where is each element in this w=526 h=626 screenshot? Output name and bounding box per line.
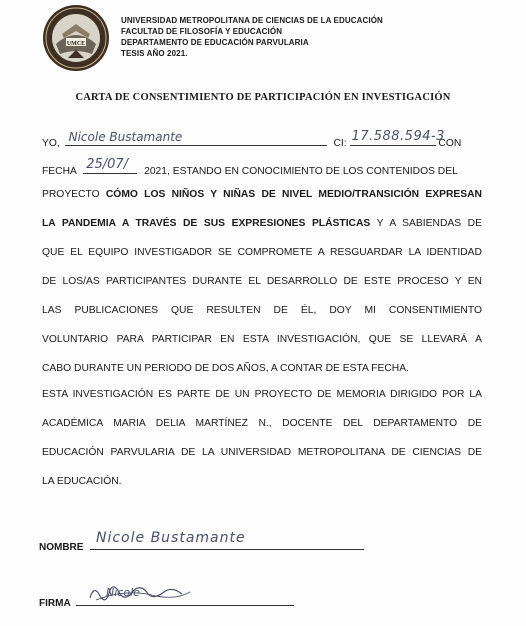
- svg-text:Nicole: Nicole: [106, 586, 140, 599]
- con-label: CON: [438, 138, 462, 149]
- nombre-field[interactable]: [90, 530, 364, 550]
- project-title-part1: CÓMO LOS NIÑOS Y NIÑAS DE NIVEL MEDIO/TRANSICIÓN EXPRESAN: [105, 189, 482, 200]
- faculty-name: FACULTAD DE FILOSOFÍA Y EDUCACIÓN: [121, 27, 283, 36]
- university-name: UNIVERSIDAD METROPOLITANA DE CIENCIAS DE LA EDUCACIÓN: [121, 16, 383, 25]
- line-10: ESTA INVESTIGACIÓN ES PARTE DE UN PROYECTO DE MEMORIA DIRIGIDO POR LA: [42, 389, 482, 400]
- participant-name-field[interactable]: [65, 132, 327, 146]
- line-4: [42, 218, 482, 229]
- fecha-label: FECHA: [42, 166, 77, 177]
- line-7: LAS PUBLICACIONES QUE RESULTEN DE ÉL, DOY MI CONSENTIMIENTO: [42, 305, 482, 316]
- line-13: LA EDUCACIÓN.: [42, 476, 122, 487]
- thesis-year: TESIS AÑO 2021.: [121, 49, 188, 58]
- line-yo: [42, 129, 482, 149]
- line-8: VOLUNTARIO PARA PARTICIPAR EN ESTA INVESTIGACIÓN, QUE SE LLEVARÁ A: [42, 334, 482, 345]
- firma-label: FIRMA: [39, 598, 71, 609]
- ci-label: CI:: [333, 138, 347, 149]
- date-field[interactable]: [83, 157, 137, 174]
- nombre-label: NOMBRE: [39, 542, 84, 553]
- line3-proyecto: PROYECTO: [42, 189, 100, 200]
- firma-field[interactable]: [76, 586, 294, 606]
- document-title: CARTA DE CONSENTIMIENTO DE PARTICIPACIÓN EN INVESTIGACIÓN: [75, 92, 451, 103]
- line-12: EDUCACIÓN PARVULARIA DE LA UNIVERSIDAD METROPOLITANA DE CIENCIAS DE: [42, 447, 482, 458]
- ci-field[interactable]: [350, 129, 445, 146]
- yo-label: YO,: [42, 138, 60, 149]
- department-name: DEPARTAMENTO DE EDUCACIÓN PARVULARIA: [121, 38, 309, 47]
- nombre-handwriting: Nicole Bustamante: [96, 530, 246, 546]
- line-fecha: [42, 157, 482, 177]
- ci-handwriting: 17.588.594-3: [351, 129, 445, 144]
- project-title-part2: LA PANDEMIA A TRAVÉS DE SUS EXPRESIONES PLÁSTICAS: [42, 218, 371, 229]
- line-3: [42, 189, 482, 200]
- date-handwriting: 25/07/: [86, 157, 129, 172]
- line-5: QUE EL EQUIPO INVESTIGADOR SE COMPROMETE A RESGUARDAR LA IDENTIDAD: [42, 247, 482, 258]
- line-6: DE LOS/AS PARTICIPANTES DURANTE EL DESARROLLO DE ESTE PROCESO Y EN: [42, 276, 482, 287]
- svg-text:UMCE: UMCE: [66, 41, 86, 47]
- line-9: CABO DURANTE UN PERIODO DE DOS AÑOS, A CONTAR DE ESTA FECHA.: [42, 363, 409, 374]
- line2-text: 2021, ESTANDO EN CONOCIMIENTO DE LOS CONTENIDOS DEL: [144, 166, 458, 177]
- line4-text: Y A SABIENDAS DE: [376, 218, 482, 229]
- university-seal-logo: [42, 4, 110, 72]
- participant-name-handwriting: Nicole Bustamante: [68, 130, 183, 144]
- line-11: ACADÉMICA MARIA DELIA MARTÍNEZ N., DOCENTE DEL DEPARTAMENTO DE: [42, 418, 482, 429]
- signature-scribble: [86, 578, 196, 606]
- institution-header: [121, 15, 383, 59]
